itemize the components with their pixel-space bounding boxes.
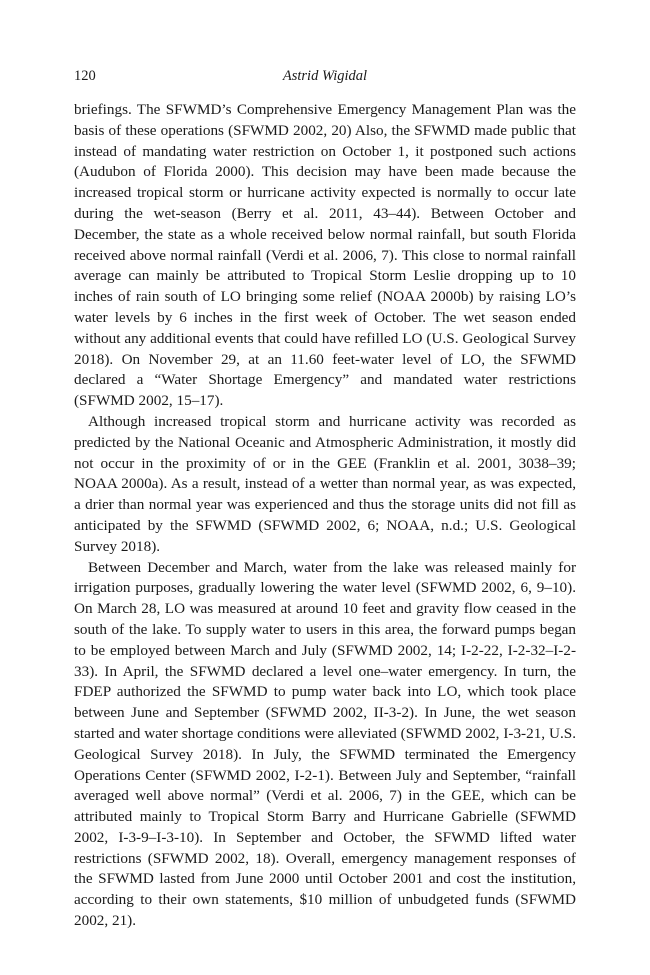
page-number: 120 (74, 68, 96, 84)
running-header (74, 66, 576, 86)
paragraph: Although increased tropical storm and hurricane activity was recorded as predicted by the National Oceanic and Atmospheric Administration, it mostly did not occur in the proximity of or in the GEE (Franklin et al. 2001, 3038–39; NOAA 2000a). As a result, instead of a wetter than normal year, as was expected, a drier than normal year was experienced and thus the storage units did not fill as anticipated by the SFWMD (SFWMD 2002, 6; NOAA, n.d.; U.S. Geological Survey 2018). (74, 412, 576, 555)
body-text (74, 100, 576, 932)
book-page (74, 66, 576, 932)
running-title: Astrid Wigidal (282, 68, 368, 84)
paragraph: briefings. The SFWMD’s Comprehensive Emergency Management Plan was the basis of these operations (SFWMD 2002, 20) Also, the SFWMD made public that instead of mandating water restriction on October 1, it postponed such actions (Audubon of Florida 2000). This decision may have been made because the increased tropical storm or hurricane activity expected is normally to occur late during the wet-season (Berry et al. 2011, 43–44). Between October and December, the state as a whole received below normal rainfall, but south Florida received above normal rainfall (Verdi et al. 2006, 7). This close to normal rainfall average can mainly be attributed to Tropical Storm Leslie dropping up to 10 inches of rain south of LO bringing some relief (NOAA 2000b) by raising LO’s water levels by 6 inches in the first week of October. The wet season ended without any additional events that could have refilled LO (U.S. Geological Survey 2018). On November 29, at an 11.60 feet-water level of LO, the SFWMD declared a “Water Shortage Emergency” and mandated water restrictions (SFWMD 2002, 15–17). (74, 101, 576, 410)
paragraph: Between December and March, water from the lake was released mainly for irrigation purposes, gradually lowering the water level (SFWMD 2002, 6, 9–10). On March 28, LO was measured at around 10 feet and gravity flow ceased in the south of the lake. To supply water to users in this area, the forward pumps began to be employed between March and July (SFWMD 2002, 14; I-2-22, I-2-32–I-2-33). In April, the SFWMD declared a level one–water emergency. In turn, the FDEP authorized the SFWMD to pump water back into LO, which took place between June and September (SFWMD 2002, II-3-2). In June, the wet season started and water shortage conditions were alleviated (SFWMD 2002, I-3-21, U.S. Geological Survey 2018). In July, the SFWMD terminated the Emergency Operations Center (SFWMD 2002, I-2-1). Between July and September, “rainfall averaged well above normal” (Verdi et al. 2006, 7) in the GEE, which can be attributed mainly to Tropical Storm Barry and Hurricane Gabrielle (SFWMD 2002, I-3-9–I-3-10). In September and October, the SFWMD lifted water restrictions (SFWMD 2002, 18). Overall, emergency management responses of the SFWMD lasted from June 2000 until October 2001 and cost the institution, according to their own statements, $10 million of unbudgeted funds (SFWMD 2002, 21). (74, 558, 576, 930)
